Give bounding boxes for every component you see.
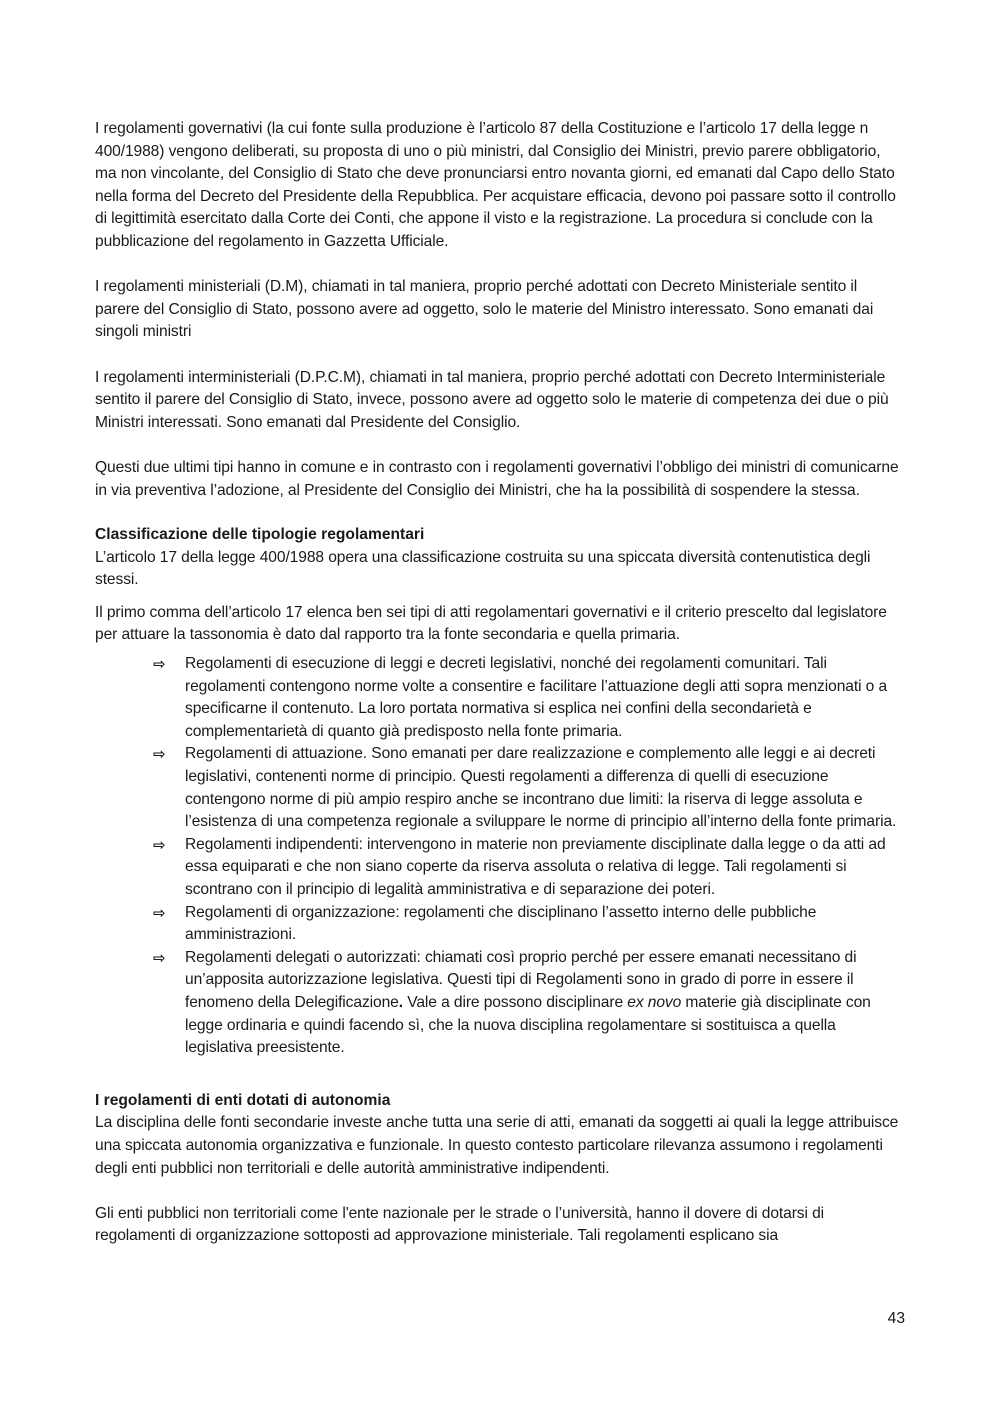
paragraph-regolamenti-governativi: I regolamenti governativi (la cui fonte sulla produzione è l’articolo 87 della Costituzione e l’articolo 17 della legge n 400/1988) vengono deliberati, su proposta di uno o più ministri, dal Consiglio dei Ministri, previo parere obbligatorio, ma non vincolante, del Consiglio di Stato che deve pronunciarsi entro novanta giorni, ed emanati dal Capo dello Stato nella forma del Decreto del Presidente della Repubblica. Per acquistare efficacia, devono poi passare sotto il controllo di legittimità esercitato dalla Corte dei Conti, che appone il visto e la registrazione. La procedura si conclude con la pubblicazione del regolamento in Gazzetta Ufficiale. [95,120,896,250]
paragraph-regolamenti-interministeriali: I regolamenti interministeriali (D.P.C.M), chiamati in tal maniera, proprio perché adottati con Decreto Interministeriale sentito il parere del Consiglio di Stato, invece, possono avere ad oggetto solo le materie di competenza dei due o più Ministri interessati. Sono emanati dal Presidente del Consiglio. [95,368,889,431]
paragraph-obbligo-comunicazione: Questi due ultimi tipi hanno in comune e in contrasto con i regolamenti governativi l’obbligo dei ministri di comunicarne in via preventiva l’adozione, al Presidente del Consiglio dei Ministri, che ha la possibilità di sospendere la stessa. [95,458,899,499]
list-item [153,834,905,902]
list-item-text: Regolamenti di esecuzione di leggi e decreti legislativi, nonché dei regolamenti comunitari. Tali regolamenti contengono norme volte a consentire e facilitare l’attuazione degli atti sopra menzionati o a specificarne il contenuto. La loro portata normativa si esplica nei confini della secondarietà e complementarietà di quanto già predisposto nella fonte primaria. [185,655,888,740]
document-body [95,118,905,1248]
section-heading-classificazione: Classificazione delle tipologie regolamentari [95,526,425,544]
list-item-text: Regolamenti di organizzazione: regolamenti che disciplinano l’assetto interno delle pubbliche amministrazioni. [185,903,817,944]
paragraph-regolamenti-ministeriali: I regolamenti ministeriali (D.M), chiamati in tal maniera, proprio perché adottati con Decreto Ministeriale sentito il parere del Consiglio di Stato, possono avere ad oggetto, solo le materie del Ministro interessato. Sono emanati dai singoli ministri [95,278,874,341]
arrow-bullet-icon: ⇨ [153,745,166,764]
list-item [153,653,905,743]
regolamenti-list [95,653,905,1060]
arrow-bullet-icon: ⇨ [153,903,166,922]
list-item-text-before: Regolamenti delegati o autorizzati: chiamati così proprio perché per essere emanati necessitano di un’apposita autorizzazione legislativa. Questi tipi di Regolamenti sono in grado di porre in essere il fenomeno della Delegificazione [185,948,857,1011]
list-item [153,947,905,1060]
section-heading-enti-autonomia: I regolamenti di enti dotati di autonomia [95,1091,391,1109]
list-item-text: Regolamenti di attuazione. Sono emanati per dare realizzazione e complemento alle leggi e ai decreti legislativi, contenenti norme di principio. Questi regolamenti a differenza di quelli di esecuzione contengono norme di più ampio respiro anche se incontrano due limiti: la riserva di legge assoluta e l’esistenza di una competenza regionale a sviluppare le norme di principio all’interno della fonte primaria. [185,745,897,831]
paragraph-primo-comma: Il primo comma dell’articolo 17 elenca ben sei tipi di atti regolamentari governativi e il criterio prescelto dal legislatore per attuare la tassonomia è dato dal rapporto tra la fonte secondaria e quella primaria. [95,603,887,644]
paragraph-enti-pubblici: Gli enti pubblici non territoriali come l'ente nazionale per le strade o l’università, hanno il dovere di dotarsi di regolamenti di organizzazione sottoposti ad approvazione ministeriale. Tali regolamenti esplicano sia [95,1204,825,1245]
arrow-bullet-icon: ⇨ [153,835,166,854]
list-item-text: Regolamenti indipendenti: intervengono in materie non previamente disciplinate dalla legge o da atti ad essa equiparati e che non siano coperte da riserva assoluta o relativa di legge. Tali regolamenti si scontrano con il principio di legalità amministrativa e di separazione dei poteri. [185,835,886,898]
list-item-bold-dot: . [398,993,403,1011]
list-item-text-after: materie già disciplinate con legge ordinaria e quindi facendo sì, che la nuova disciplina regolamentare si sostituisca a quella legislativa preesistente. [185,993,871,1057]
paragraph-fonti-secondarie: La disciplina delle fonti secondarie investe anche tutta una serie di atti, emanati da soggetti ai quali la legge attribuisce una spiccata autonomia organizzativa e funzionale. In questo contesto particolare rilevanza assumono i regolamenti degli enti pubblici non territoriali e delle autorità amministrative indipendenti. [95,1114,899,1177]
arrow-bullet-icon: ⇨ [153,948,166,967]
list-item [153,902,905,947]
paragraph-classificazione-intro: L’articolo 17 della legge 400/1988 opera una classificazione costruita su una spiccata diversità contenutistica degli stessi. [95,548,871,589]
page-number: 43 [887,1310,905,1327]
list-item-text-middle: Vale a dire possono disciplinare [402,993,628,1011]
arrow-bullet-icon: ⇨ [153,655,166,674]
list-item-italic-term: ex novo [627,993,682,1011]
list-item [153,743,905,833]
